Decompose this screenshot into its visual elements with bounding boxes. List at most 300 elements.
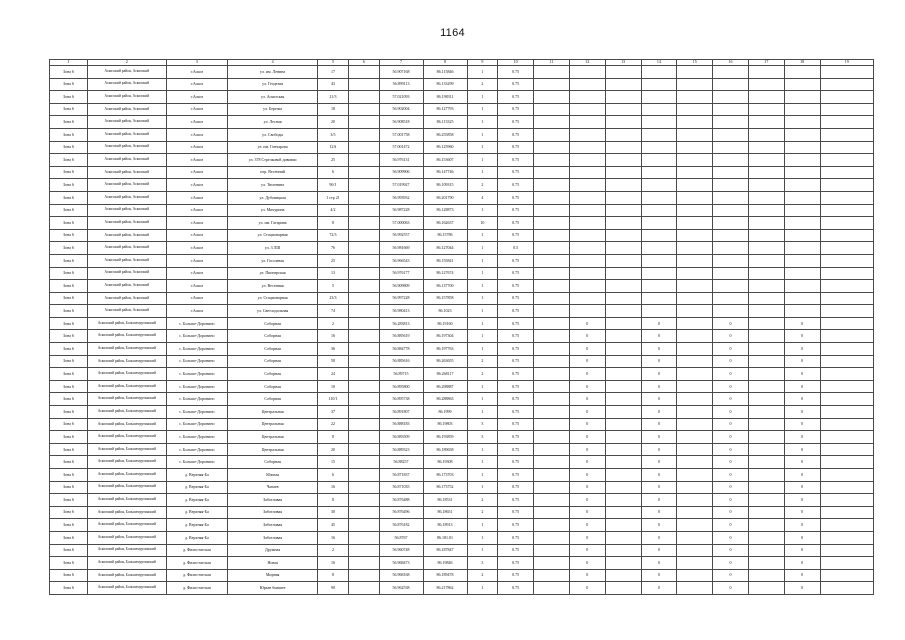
- table-cell: Зона 6: [50, 481, 88, 494]
- table-cell: 2: [467, 179, 498, 192]
- table-cell: [713, 179, 749, 192]
- table-cell: [569, 254, 605, 267]
- table-cell: [748, 179, 784, 192]
- table-cell: [605, 128, 641, 141]
- table-cell: 0.75: [498, 78, 534, 91]
- table-cell: 10: [467, 217, 498, 230]
- table-cell: ул. Березка: [228, 103, 318, 116]
- table-cell: [534, 343, 570, 356]
- table-row: [50, 380, 874, 393]
- table-cell: 20: [318, 116, 349, 129]
- table-cell: 86.19308: [423, 456, 467, 469]
- table-cell: 86.189658: [423, 443, 467, 456]
- table-cell: Аскизский район, Большемуртинский: [87, 544, 166, 557]
- table-cell: [677, 368, 713, 381]
- table-cell: 36: [318, 343, 349, 356]
- table-cell: 0.75: [498, 443, 534, 456]
- table-row: [50, 78, 874, 91]
- table-cell: 16: [318, 531, 349, 544]
- column-number-cell: 2: [87, 60, 166, 66]
- table-cell: [569, 292, 605, 305]
- table-cell: 0: [713, 519, 749, 532]
- table-cell: Зона 6: [50, 116, 88, 129]
- table-cell: Чапаев: [228, 481, 318, 494]
- table-cell: [713, 292, 749, 305]
- table-cell: [820, 166, 873, 179]
- table-cell: 56.876488: [379, 494, 423, 507]
- table-cell: Зона 6: [50, 531, 88, 544]
- table-cell: [713, 280, 749, 293]
- table-cell: 0.75: [498, 469, 534, 482]
- table-cell: 0.75: [498, 179, 534, 192]
- table-cell: [820, 191, 873, 204]
- table-cell: г.Аскиз: [166, 78, 227, 91]
- table-cell: [820, 204, 873, 217]
- table-row: [50, 217, 874, 230]
- table-cell: 56.968168: [379, 569, 423, 582]
- table-cell: Аскизский район, Аскизский: [87, 66, 166, 79]
- table-cell: [348, 431, 379, 444]
- table-cell: [534, 368, 570, 381]
- table-cell: [820, 380, 873, 393]
- table-cell: [641, 166, 677, 179]
- table-cell: 0: [784, 519, 820, 532]
- table-cell: ул. 3 ЛШ: [228, 242, 318, 255]
- table-cell: [569, 141, 605, 154]
- table-cell: г.Аскиз: [166, 305, 227, 318]
- table-cell: 86.18651: [423, 506, 467, 519]
- table-cell: г.Аскиз: [166, 292, 227, 305]
- table-cell: [784, 267, 820, 280]
- table-cell: [569, 204, 605, 217]
- table-cell: Аскизский район, Аскизский: [87, 141, 166, 154]
- table-cell: [713, 254, 749, 267]
- table-cell: Аскизский район, Аскизский: [87, 242, 166, 255]
- table-cell: [713, 91, 749, 104]
- table-cell: 25: [318, 154, 349, 167]
- table-cell: 0.75: [498, 355, 534, 368]
- table-cell: 86.18913: [423, 519, 467, 532]
- table-row: [50, 267, 874, 280]
- table-cell: Зона 6: [50, 431, 88, 444]
- column-number-cell: 17: [748, 60, 784, 66]
- table-cell: 1: [467, 531, 498, 544]
- table-row: [50, 368, 874, 381]
- table-cell: ул. Свободы: [228, 128, 318, 141]
- table-cell: 57.001472: [379, 141, 423, 154]
- table-cell: Зона 6: [50, 292, 88, 305]
- table-cell: д. Филистатская: [166, 569, 227, 582]
- table-cell: 0.75: [498, 116, 534, 129]
- table-cell: [534, 557, 570, 570]
- table-row: [50, 204, 874, 217]
- table-cell: 1: [467, 393, 498, 406]
- table-cell: [748, 469, 784, 482]
- table-cell: 0: [784, 317, 820, 330]
- table-cell: [348, 204, 379, 217]
- table-cell: 0: [713, 582, 749, 595]
- table-cell: [348, 229, 379, 242]
- table-cell: Аскизский район, Большемуртинский: [87, 431, 166, 444]
- table-cell: 86.157858: [423, 292, 467, 305]
- table-cell: [820, 582, 873, 595]
- table-cell: [784, 154, 820, 167]
- table-cell: [784, 217, 820, 230]
- table-cell: [677, 519, 713, 532]
- table-cell: [534, 582, 570, 595]
- table-cell: Аскизский район, Большемуртинский: [87, 355, 166, 368]
- table-cell: г.Аскиз: [166, 166, 227, 179]
- table-cell: 0: [784, 582, 820, 595]
- table-cell: 56.895800: [379, 380, 423, 393]
- table-cell: 56.283813: [379, 317, 423, 330]
- table-cell: 86.197304: [423, 330, 467, 343]
- table-cell: 0.75: [498, 217, 534, 230]
- table-cell: [348, 66, 379, 79]
- table-cell: [713, 154, 749, 167]
- table-cell: 8: [318, 431, 349, 444]
- table-cell: 0: [569, 569, 605, 582]
- table-cell: [820, 544, 873, 557]
- table-cell: [820, 128, 873, 141]
- table-cell: [784, 166, 820, 179]
- table-cell: Зона 6: [50, 166, 88, 179]
- table-cell: 0: [784, 330, 820, 343]
- table-cell: [534, 494, 570, 507]
- table-cell: 0: [569, 456, 605, 469]
- table-cell: 86.153607: [423, 154, 467, 167]
- table-cell: [820, 91, 873, 104]
- table-cell: [677, 317, 713, 330]
- table-cell: [348, 191, 379, 204]
- table-cell: 86.189478: [423, 569, 467, 582]
- table-cell: [605, 406, 641, 419]
- table-cell: 8: [318, 569, 349, 582]
- table-cell: [569, 103, 605, 116]
- table-cell: [677, 229, 713, 242]
- table-cell: [605, 141, 641, 154]
- table-cell: 0: [641, 406, 677, 419]
- table-cell: [605, 506, 641, 519]
- table-cell: 0.75: [498, 267, 534, 280]
- table-cell: Соборная: [228, 380, 318, 393]
- table-cell: [605, 305, 641, 318]
- table-cell: 86.198311: [423, 91, 467, 104]
- table-cell: [534, 506, 570, 519]
- column-number-cell: 18: [784, 60, 820, 66]
- table-cell: [605, 557, 641, 570]
- table-cell: [784, 254, 820, 267]
- table-cell: [820, 368, 873, 381]
- table-cell: [605, 431, 641, 444]
- table-cell: 0: [641, 481, 677, 494]
- table-cell: Соборная: [228, 343, 318, 356]
- table-cell: [534, 481, 570, 494]
- table-cell: [748, 128, 784, 141]
- table-cell: Аскизский район, Большемуртинский: [87, 557, 166, 570]
- table-cell: [534, 280, 570, 293]
- table-cell: 86.127793: [423, 103, 467, 116]
- table-cell: Аскизский район, Аскизский: [87, 116, 166, 129]
- table-cell: 0: [784, 368, 820, 381]
- table-cell: 1: [467, 380, 498, 393]
- table-cell: 0.75: [498, 494, 534, 507]
- table-cell: 0.75: [498, 141, 534, 154]
- table-cell: [534, 406, 570, 419]
- table-cell: Соборная: [228, 317, 318, 330]
- table-cell: 56.899113: [379, 78, 423, 91]
- table-cell: [348, 506, 379, 519]
- table-cell: 57.021093: [379, 91, 423, 104]
- table-cell: [534, 154, 570, 167]
- table-cell: 0: [641, 393, 677, 406]
- table-cell: Соборная: [228, 456, 318, 469]
- table-cell: 0.75: [498, 481, 534, 494]
- table-cell: 86.155841: [423, 254, 467, 267]
- table-cell: 22: [318, 418, 349, 431]
- table-cell: [748, 305, 784, 318]
- table-cell: [677, 128, 713, 141]
- table-cell: [605, 519, 641, 532]
- table-row: [50, 317, 874, 330]
- table-cell: Зона 6: [50, 78, 88, 91]
- table-cell: 0: [784, 506, 820, 519]
- table-cell: 0: [641, 519, 677, 532]
- table-cell: 0: [784, 406, 820, 419]
- table-cell: [677, 544, 713, 557]
- column-number-cell: 19: [820, 60, 873, 66]
- table-cell: 15: [318, 456, 349, 469]
- table-cell: 30: [318, 506, 349, 519]
- table-cell: [713, 204, 749, 217]
- table-cell: 8: [318, 217, 349, 230]
- table-cell: [534, 305, 570, 318]
- table-row: [50, 557, 874, 570]
- table-cell: [569, 242, 605, 255]
- table-cell: [784, 103, 820, 116]
- table-cell: [677, 531, 713, 544]
- table-cell: ул. им. Ленина: [228, 66, 318, 79]
- table-cell: 1: [467, 166, 498, 179]
- table-cell: [748, 254, 784, 267]
- table-cell: 56.909906: [379, 166, 423, 179]
- table-cell: 56.909809: [379, 280, 423, 293]
- table-cell: 0: [569, 582, 605, 595]
- table-row: [50, 481, 874, 494]
- table-cell: Дружная: [228, 544, 318, 557]
- table-cell: [641, 204, 677, 217]
- table-cell: [605, 317, 641, 330]
- table-cell: [677, 154, 713, 167]
- table-cell: 0: [641, 582, 677, 595]
- table-cell: г.Аскиз: [166, 179, 227, 192]
- table-cell: 0.5: [498, 242, 534, 255]
- table-cell: [569, 78, 605, 91]
- table-cell: [820, 317, 873, 330]
- table-cell: 0: [784, 431, 820, 444]
- table-cell: Аскизский район, Аскизский: [87, 305, 166, 318]
- table-cell: [784, 91, 820, 104]
- registry-table: [49, 59, 874, 595]
- table-cell: 0: [784, 469, 820, 482]
- table-row: [50, 494, 874, 507]
- table-cell: 2: [467, 569, 498, 582]
- table-cell: 56.902004: [379, 103, 423, 116]
- table-cell: 1: [467, 406, 498, 419]
- table-cell: [748, 456, 784, 469]
- table-cell: [641, 103, 677, 116]
- table-cell: Аскизский район, Аскизский: [87, 166, 166, 179]
- table-cell: [677, 469, 713, 482]
- table-cell: Аскизский район, Аскизский: [87, 91, 166, 104]
- table-cell: г.Аскиз: [166, 267, 227, 280]
- table-cell: [748, 406, 784, 419]
- table-cell: 0.75: [498, 154, 534, 167]
- table-cell: 56.888183: [379, 418, 423, 431]
- table-cell: Зона 6: [50, 317, 88, 330]
- table-cell: [605, 368, 641, 381]
- table-cell: 86.127674: [423, 267, 467, 280]
- table-cell: г.Аскиз: [166, 191, 227, 204]
- table-cell: 72/3: [318, 229, 349, 242]
- table-cell: [534, 330, 570, 343]
- table-cell: 0: [713, 557, 749, 570]
- table-cell: 56.876182: [379, 519, 423, 532]
- table-cell: [677, 506, 713, 519]
- table-cell: [748, 506, 784, 519]
- table-cell: 0: [569, 380, 605, 393]
- table-cell: [534, 569, 570, 582]
- table-cell: 56.885619: [379, 330, 423, 343]
- table-cell: 0: [784, 393, 820, 406]
- table-cell: 86.147746: [423, 166, 467, 179]
- table-cell: Аскизский район, Аскизский: [87, 280, 166, 293]
- table-cell: 0: [784, 544, 820, 557]
- table-cell: [748, 380, 784, 393]
- table-cell: [605, 166, 641, 179]
- table-cell: 56.993932: [379, 191, 423, 204]
- table-cell: 1: [467, 292, 498, 305]
- table-cell: [641, 66, 677, 79]
- table-cell: 58: [318, 355, 349, 368]
- table-cell: [569, 166, 605, 179]
- table-row: [50, 229, 874, 242]
- table-row: [50, 418, 874, 431]
- table-cell: 0: [641, 380, 677, 393]
- table-cell: [677, 569, 713, 582]
- table-cell: 56.968473: [379, 557, 423, 570]
- table-cell: [820, 78, 873, 91]
- table-cell: с. Больше-Доронино: [166, 355, 227, 368]
- table-cell: [534, 91, 570, 104]
- table-cell: 0: [569, 544, 605, 557]
- table-cell: Новая: [228, 557, 318, 570]
- table-cell: 56.980413: [379, 305, 423, 318]
- table-cell: 1: [467, 456, 498, 469]
- table-cell: [534, 66, 570, 79]
- table-cell: Зона 6: [50, 242, 88, 255]
- table-cell: [348, 292, 379, 305]
- table-cell: 0: [641, 569, 677, 582]
- table-cell: ул. Тюленина: [228, 179, 318, 192]
- table-cell: Зона 6: [50, 179, 88, 192]
- table-cell: 1: [467, 330, 498, 343]
- table-cell: [677, 418, 713, 431]
- table-cell: [713, 78, 749, 91]
- table-cell: [605, 355, 641, 368]
- table-cell: 56.871837: [379, 469, 423, 482]
- table-cell: Зона 6: [50, 141, 88, 154]
- table-cell: [605, 343, 641, 356]
- table-cell: [784, 66, 820, 79]
- table-cell: [820, 330, 873, 343]
- table-cell: [534, 254, 570, 267]
- table-cell: [748, 393, 784, 406]
- table-cell: [677, 116, 713, 129]
- table-cell: [605, 103, 641, 116]
- table-cell: 0: [641, 343, 677, 356]
- table-cell: 90/1: [318, 179, 349, 192]
- table-cell: [534, 393, 570, 406]
- table-cell: Соборная: [228, 393, 318, 406]
- table-cell: [641, 179, 677, 192]
- table-cell: Зона 6: [50, 128, 88, 141]
- table-cell: 0: [641, 469, 677, 482]
- table-cell: 56.987228: [379, 204, 423, 217]
- table-cell: г.Аскиз: [166, 254, 227, 267]
- table-cell: 0: [569, 519, 605, 532]
- column-number-cell: 15: [677, 60, 713, 66]
- table-cell: [534, 456, 570, 469]
- table-cell: 4: [467, 191, 498, 204]
- table-cell: [605, 254, 641, 267]
- table-cell: 0.75: [498, 406, 534, 419]
- table-cell: [713, 128, 749, 141]
- table-cell: 0: [784, 481, 820, 494]
- table-cell: [605, 418, 641, 431]
- table-cell: [641, 154, 677, 167]
- table-cell: 0: [713, 431, 749, 444]
- table-cell: [348, 469, 379, 482]
- table-cell: Аскизский район, Большемуртинский: [87, 343, 166, 356]
- table-cell: [677, 443, 713, 456]
- table-cell: 0: [713, 317, 749, 330]
- table-cell: Зона 6: [50, 582, 88, 595]
- table-cell: [820, 569, 873, 582]
- table-cell: [569, 229, 605, 242]
- table-cell: [605, 191, 641, 204]
- table-cell: [820, 66, 873, 79]
- table-cell: 6: [318, 166, 349, 179]
- table-cell: [820, 103, 873, 116]
- table-cell: [748, 141, 784, 154]
- table-row: [50, 393, 874, 406]
- table-cell: 0.75: [498, 204, 534, 217]
- table-cell: Зона 6: [50, 519, 88, 532]
- table-cell: Зона 6: [50, 154, 88, 167]
- table-cell: [820, 242, 873, 255]
- table-cell: Аскизский район, Аскизский: [87, 292, 166, 305]
- table-cell: ул. им. Гончарова: [228, 141, 318, 154]
- table-cell: 24: [318, 368, 349, 381]
- table-cell: 0: [784, 443, 820, 456]
- table-cell: 86.193859: [423, 431, 467, 444]
- table-cell: 0: [569, 418, 605, 431]
- table-cell: 86.18531: [423, 494, 467, 507]
- table-cell: 1: [467, 204, 498, 217]
- table-cell: [677, 179, 713, 192]
- table-cell: с. Больше-Доронино: [166, 393, 227, 406]
